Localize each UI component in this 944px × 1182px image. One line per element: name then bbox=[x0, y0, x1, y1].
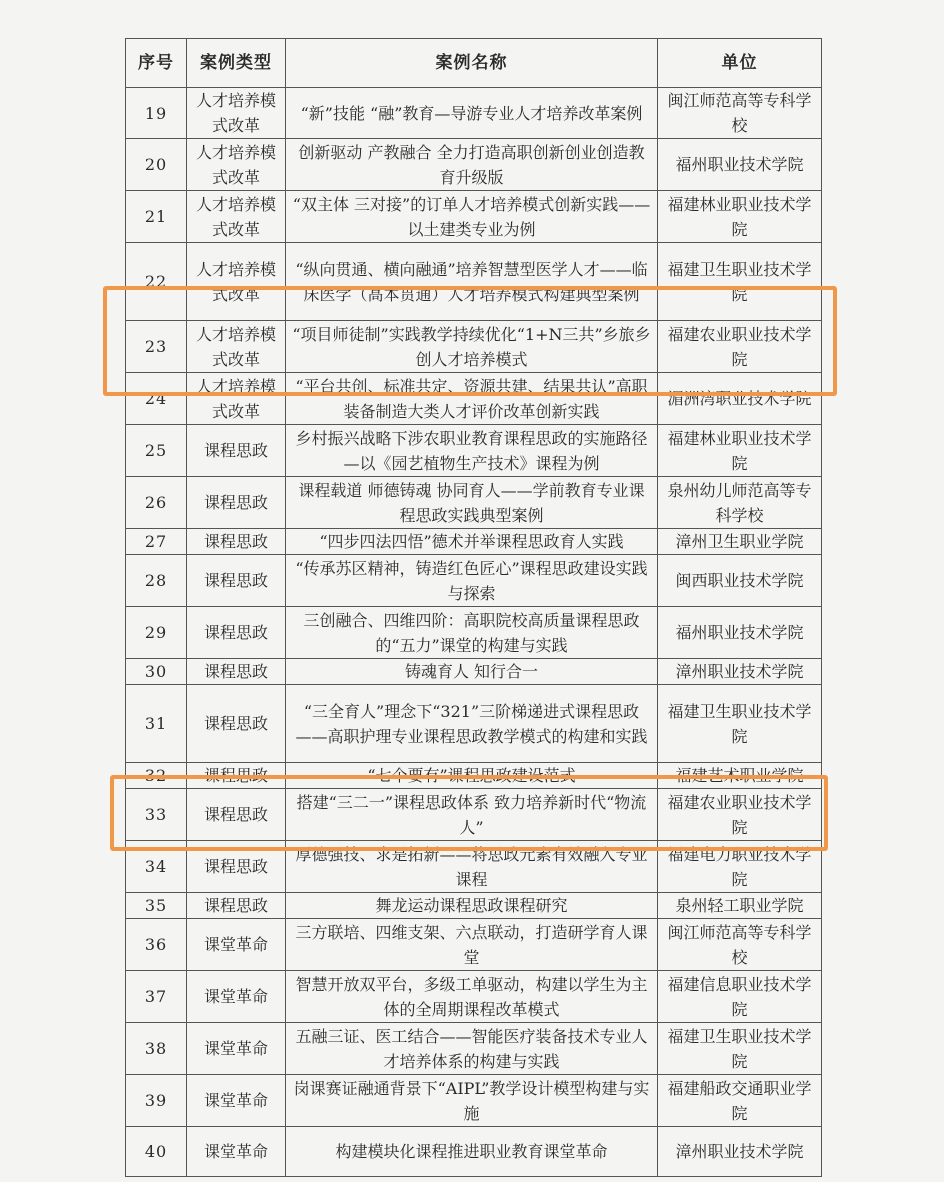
cell-name: 厚德强技、求是拓新——将思政元素有效融入专业课程 bbox=[286, 841, 658, 893]
cell-type: 课程思政 bbox=[187, 685, 286, 763]
table-row bbox=[126, 1023, 822, 1075]
cell-type: 人才培养模式改革 bbox=[187, 373, 286, 425]
table-row bbox=[126, 1075, 822, 1127]
cell-no: 32 bbox=[126, 763, 187, 789]
cell-no: 22 bbox=[126, 243, 187, 321]
cell-type: 人才培养模式改革 bbox=[187, 243, 286, 321]
cell-unit: 福州职业技术学院 bbox=[658, 607, 822, 659]
cell-type: 课程思政 bbox=[187, 425, 286, 477]
cell-unit: 闽江师范高等专科学校 bbox=[658, 88, 822, 139]
cell-type: 课程思政 bbox=[187, 659, 286, 685]
table-row bbox=[126, 841, 822, 893]
cell-name: 岗课赛证融通背景下“AIPL”教学设计模型构建与实施 bbox=[286, 1075, 658, 1127]
cell-unit: 福建卫生职业技术学院 bbox=[658, 1023, 822, 1075]
cell-name: 三创融合、四维四阶：高职院校高质量课程思政的“五力”课堂的构建与实践 bbox=[286, 607, 658, 659]
cell-type: 人才培养模式改革 bbox=[187, 321, 286, 373]
cell-no: 28 bbox=[126, 555, 187, 607]
cell-no: 19 bbox=[126, 88, 187, 139]
cell-unit: 福建卫生职业技术学院 bbox=[658, 685, 822, 763]
cell-no: 36 bbox=[126, 919, 187, 971]
cell-unit: 福建林业职业技术学院 bbox=[658, 425, 822, 477]
cell-unit: 漳州职业技术学院 bbox=[658, 1127, 822, 1177]
table-row bbox=[126, 373, 822, 425]
cell-unit: 福建农业职业技术学院 bbox=[658, 321, 822, 373]
cell-unit: 泉州幼儿师范高等专科学校 bbox=[658, 477, 822, 529]
cell-name: “新”技能 “融”教育—导游专业人才培养改革案例 bbox=[286, 88, 658, 139]
cell-no: 26 bbox=[126, 477, 187, 529]
header-type: 案例类型 bbox=[187, 39, 286, 88]
table-row bbox=[126, 789, 822, 841]
table-row bbox=[126, 529, 822, 555]
cell-type: 课堂革命 bbox=[187, 919, 286, 971]
cell-unit: 福建船政交通职业学院 bbox=[658, 1075, 822, 1127]
cell-type: 课堂革命 bbox=[187, 971, 286, 1023]
cell-name: “传承苏区精神，铸造红色匠心”课程思政建设实践与探索 bbox=[286, 555, 658, 607]
cell-no: 37 bbox=[126, 971, 187, 1023]
cell-type: 课堂革命 bbox=[187, 1023, 286, 1075]
cell-name: 智慧开放双平台，多级工单驱动，构建以学生为主体的全周期课程改革模式 bbox=[286, 971, 658, 1023]
header-name: 案例名称 bbox=[286, 39, 658, 88]
table-row bbox=[126, 555, 822, 607]
cell-name: 课程载道 师德铸魂 协同育人——学前教育专业课程思政实践典型案例 bbox=[286, 477, 658, 529]
cell-no: 25 bbox=[126, 425, 187, 477]
cell-no: 23 bbox=[126, 321, 187, 373]
cell-name: “七个要有”课程思政建设范式 bbox=[286, 763, 658, 789]
cell-unit: 福建电力职业技术学院 bbox=[658, 841, 822, 893]
cell-name: 五融三证、医工结合——智能医疗装备技术专业人才培养体系的构建与实践 bbox=[286, 1023, 658, 1075]
table-row bbox=[126, 685, 822, 763]
table-row bbox=[126, 191, 822, 243]
table-row bbox=[126, 243, 822, 321]
table-row bbox=[126, 1127, 822, 1177]
cell-type: 课程思政 bbox=[187, 841, 286, 893]
cell-unit: 福建艺术职业学院 bbox=[658, 763, 822, 789]
cell-name: 构建模块化课程推进职业教育课堂革命 bbox=[286, 1127, 658, 1177]
table-row bbox=[126, 971, 822, 1023]
cell-unit: 福建信息职业技术学院 bbox=[658, 971, 822, 1023]
cell-unit: 漳州职业技术学院 bbox=[658, 659, 822, 685]
cell-no: 31 bbox=[126, 685, 187, 763]
cell-unit: 漳州卫生职业学院 bbox=[658, 529, 822, 555]
cell-no: 39 bbox=[126, 1075, 187, 1127]
cell-unit: 福建卫生职业技术学院 bbox=[658, 243, 822, 321]
cell-no: 21 bbox=[126, 191, 187, 243]
table-row bbox=[126, 321, 822, 373]
cell-unit: 福建林业职业技术学院 bbox=[658, 191, 822, 243]
cell-unit: 闽江师范高等专科学校 bbox=[658, 919, 822, 971]
cell-name: “三全育人”理念下“321”三阶梯递进式课程思政——高职护理专业课程思政教学模式的构建和实践 bbox=[286, 685, 658, 763]
cell-name: “项目师徒制”实践教学持续优化“1+N三共”乡旅乡创人才培养模式 bbox=[286, 321, 658, 373]
cell-unit: 泉州轻工职业学院 bbox=[658, 893, 822, 919]
table-row bbox=[126, 919, 822, 971]
cell-no: 40 bbox=[126, 1127, 187, 1177]
cell-name: 乡村振兴战略下涉农职业教育课程思政的实施路径—以《园艺植物生产技术》课程为例 bbox=[286, 425, 658, 477]
cell-no: 29 bbox=[126, 607, 187, 659]
cell-name: “双主体 三对接”的订单人才培养模式创新实践——以土建类专业为例 bbox=[286, 191, 658, 243]
cell-no: 34 bbox=[126, 841, 187, 893]
table-row bbox=[126, 88, 822, 139]
table-row bbox=[126, 763, 822, 789]
cell-name: 铸魂育人 知行合一 bbox=[286, 659, 658, 685]
cell-name: 创新驱动 产教融合 全力打造高职创新创业创造教育升级版 bbox=[286, 139, 658, 191]
cell-unit: 福州职业技术学院 bbox=[658, 139, 822, 191]
cell-no: 30 bbox=[126, 659, 187, 685]
table-row bbox=[126, 607, 822, 659]
cell-type: 课程思政 bbox=[187, 607, 286, 659]
cell-type: 课程思政 bbox=[187, 477, 286, 529]
table-row bbox=[126, 893, 822, 919]
header-unit: 单位 bbox=[658, 39, 822, 88]
cell-type: 课程思政 bbox=[187, 555, 286, 607]
cell-type: 课程思政 bbox=[187, 893, 286, 919]
cell-name: 搭建“三二一”课程思政体系 致力培养新时代“物流人” bbox=[286, 789, 658, 841]
cell-unit: 湄洲湾职业技术学院 bbox=[658, 373, 822, 425]
cell-no: 33 bbox=[126, 789, 187, 841]
table-row bbox=[126, 139, 822, 191]
table-row bbox=[126, 477, 822, 529]
cell-type: 人才培养模式改革 bbox=[187, 88, 286, 139]
cell-type: 人才培养模式改革 bbox=[187, 139, 286, 191]
table-row bbox=[126, 425, 822, 477]
header-no: 序号 bbox=[126, 39, 187, 88]
cell-name: “纵向贯通、横向融通”培养智慧型医学人才——临床医学（高本贯通）人才培养模式构建典型案例 bbox=[286, 243, 658, 321]
case-list-table bbox=[125, 38, 822, 1177]
cell-type: 课程思政 bbox=[187, 529, 286, 555]
cell-name: 三方联培、四维支架、六点联动，打造研学育人课堂 bbox=[286, 919, 658, 971]
cell-no: 38 bbox=[126, 1023, 187, 1075]
cell-name: “四步四法四悟”德术并举课程思政育人实践 bbox=[286, 529, 658, 555]
cell-no: 27 bbox=[126, 529, 187, 555]
table-row bbox=[126, 659, 822, 685]
cell-type: 课堂革命 bbox=[187, 1127, 286, 1177]
cell-no: 20 bbox=[126, 139, 187, 191]
cell-name: “平台共创、标准共定、资源共建、结果共认”高职装备制造大类人才评价改革创新实践 bbox=[286, 373, 658, 425]
cell-no: 35 bbox=[126, 893, 187, 919]
cell-type: 课程思政 bbox=[187, 763, 286, 789]
cell-no: 24 bbox=[126, 373, 187, 425]
cell-type: 课堂革命 bbox=[187, 1075, 286, 1127]
cell-unit: 福建农业职业技术学院 bbox=[658, 789, 822, 841]
table-header-row bbox=[126, 39, 822, 88]
cell-type: 人才培养模式改革 bbox=[187, 191, 286, 243]
cell-unit: 闽西职业技术学院 bbox=[658, 555, 822, 607]
cell-name: 舞龙运动课程思政课程研究 bbox=[286, 893, 658, 919]
cell-type: 课程思政 bbox=[187, 789, 286, 841]
